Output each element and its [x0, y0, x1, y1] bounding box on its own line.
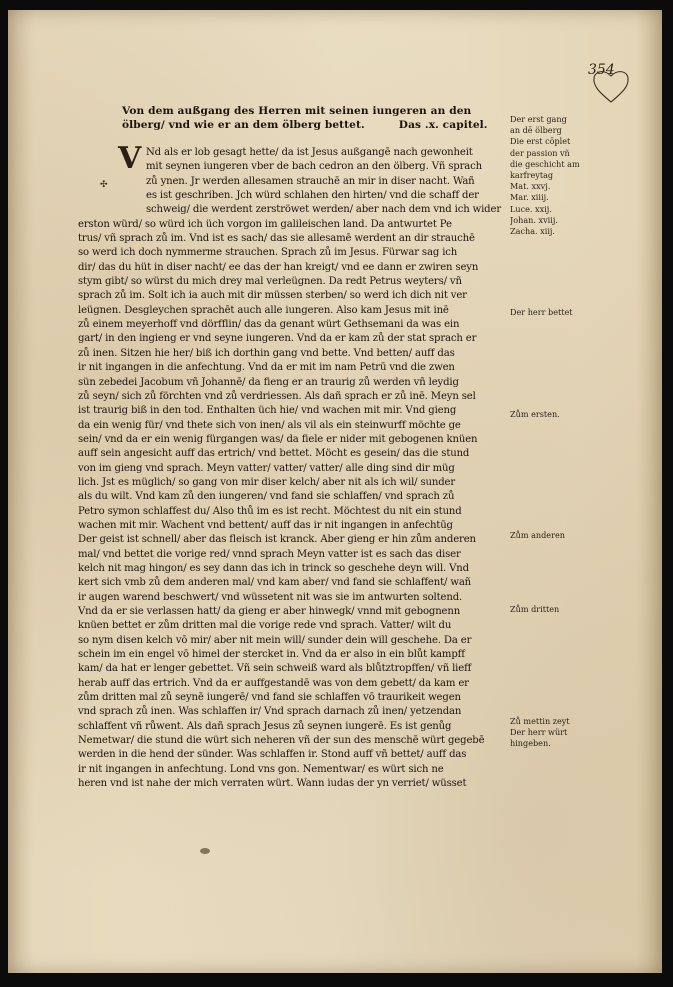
text-line: auff sein angesicht auff das ertrich/ vnd bettet. Möcht es gesein/ das die stund: [78, 448, 470, 460]
text-line: mal/ vnd bettet die vorige red/ vnnd sprach Meyn vatter ist es sach das diser: [78, 548, 461, 560]
text-line: mit seynen iungeren vber de bach cedron an den ölberg. Vñ sprach: [146, 161, 482, 173]
margin-note: [510, 409, 596, 420]
margin-note-line: Zů mettin zeyt: [510, 716, 570, 726]
margin-note-line: Zům dritten: [510, 604, 560, 614]
margin-note-line: Zům ersten.: [510, 409, 560, 419]
text-line: sün zebedei Jacobum vñ Johannē/ da fieng er an traurig zů werden vñ leydig: [78, 376, 459, 388]
heading-line-2: ölberg/ vnd wie er an dem ölberg bettet.: [122, 119, 365, 131]
text-line: herab auff das ertrich. Vnd da er auffgestandē was von dem gebett/ da kam er: [78, 677, 469, 689]
text-line: kert sich vmb zů dem anderen mal/ vnd kam aber/ vnd fand sie schlaffent/ wañ: [78, 577, 472, 589]
chapter-label: Das .x. capitel.: [398, 119, 488, 131]
margin-note-line: Zacha. xiij.: [510, 226, 555, 237]
margin-note-line: die geschicht am: [510, 158, 580, 169]
text-line: von im gieng vnd sprach. Meyn vatter/ vatter/ vatter/ alle ding sind dir müg: [78, 462, 455, 474]
text-line: ir augen warend beschwert/ vnd wüssetent nit was sie im antwurten soltend.: [78, 591, 463, 603]
margin-note-line: Mat. xxvj.: [510, 181, 551, 192]
text-line: werden in die hend der sünder. Was schlaffen ir. Stond auff vñ bettet/ auff das: [78, 749, 467, 761]
text-line: erston würd/ so würd ich üch vorgon im galileischen land. Da antwurtet Pe: [78, 218, 452, 230]
text-line: wachen mit mir. Wachent vnd bettent/ auff das ir nit ingangen in anfechtūg: [78, 519, 453, 531]
heading-line-1: Von dem außgang des Herren mit seinen iungeren an den: [122, 105, 472, 117]
margin-note: [510, 307, 596, 318]
margin-note-line: Luce. xxij.: [510, 203, 552, 214]
text-line: kelch nit mag hingon/ es sey dann das ich in trinck so geschehe deyn will. Vnd: [78, 562, 469, 574]
folio-number: 354: [588, 62, 615, 78]
margin-note-line: Die erst cōplet: [510, 136, 571, 147]
text-line: Petro symon schlaffest du/ Also thů im es ist recht. Möchtest du nit ein stund: [78, 505, 462, 517]
text-line: zů inen. Sitzen hie her/ biß ich dorthin gang vnd bette. Vnd betten/ auff das: [78, 347, 455, 359]
text-line: Vnd da er sie verlassen hatt/ da gieng er aber hinwegk/ vnnd mit gebognenn: [78, 606, 461, 617]
margin-note-line: hingeben.: [510, 738, 551, 749]
text-line: Nemetwar/ die stund die würt sich neheren vñ der sun des menschē würt gegebē: [78, 735, 485, 747]
text-line: ir nit ingangen in anfechtung. Lond vns gon. Nementwar/ es würt sich ne: [78, 763, 444, 775]
text-line: stym gibt/ so würst du mich drey mal verleügnen. Da redt Petrus weyters/ vñ: [78, 276, 462, 288]
text-line: kam/ da hat er lenger gebettet. Vñ sein schweiß ward als blůtztropffen/ vñ lieff: [78, 663, 472, 675]
margin-note: [510, 114, 596, 237]
text-line: Der geist ist schnell/ aber das fleisch ist kranck. Aber gieng er hin zům anderen: [78, 534, 476, 546]
text-line: da ein wenig für/ vnd thete sich von inen/ als vil als ein steinwurff möchte ge: [78, 419, 461, 431]
text-line: zům dritten mal zů seynē iungerē/ vnd fand sie schlaffen vō traurikeit wegen: [78, 692, 461, 704]
text-line: schein im ein engel vō himel der stercket in. Vnd da er also in ein blůt kampff: [78, 649, 465, 661]
text-line: knüen bettet er zům dritten mal die vorige rede vnd sprach. Vatter/ wilt du: [78, 620, 452, 632]
margin-note-line: an dē ölberg: [510, 125, 562, 136]
text-line: sprach zů im. Solt ich ia auch mit dir müssen sterben/ so werd ich dich nit ver: [78, 290, 467, 302]
text-line: schweig/ die werdent zerströwet werden/ aber nach dem vnd ich wider: [146, 204, 501, 216]
text-line: heren vnd ist nahe der mich verraten würt. Wann iudas der yn verriet/ wüsset: [78, 778, 467, 790]
margin-note-line: Johan. xviij.: [510, 214, 558, 225]
text-line: so nym disen kelch vō mir/ aber nit mein will/ sunder dein will geschehe. Da er: [78, 634, 472, 646]
ink-blot: [200, 848, 210, 854]
paragraph-mark: ✣: [100, 180, 108, 190]
margin-note-line: karfreytag: [510, 170, 554, 181]
text-line: ist traurig biß in den tod. Enthalten üch hie/ vnd wachen mit mir. Vnd gieng: [78, 405, 457, 417]
margin-note-line: Der erst gang: [510, 114, 567, 124]
body-text: [78, 141, 502, 791]
text-line: schlaffent vñ růwent. Als dañ sprach Jesus zů seynen iungerē. Es ist genůg: [78, 720, 452, 732]
margin-note-line: Mar. xiiij.: [510, 192, 549, 203]
text-line: Nd als er lob gesagt hette/ da ist Jesus außgangē nach gewonheit: [146, 147, 473, 158]
text-line: lich. Jst es müglich/ so gang von mir diser kelch/ aber nit als ich wil/ sunder: [78, 476, 456, 488]
text-line: gart/ in den ingieng er vnd seyne iungeren. Vnd da er kam zů der stat sprach er: [78, 333, 477, 345]
margin-note-line: der passion vñ: [510, 147, 570, 158]
margin-note-line: Der herr bettet: [510, 307, 573, 317]
margin-note-line: Der herr würt: [510, 727, 568, 738]
chapter-heading: [122, 104, 502, 132]
margin-note: [510, 716, 596, 750]
text-line: zů ynen. Jr werden allesamen strauchē an mir in diser nacht. Wañ: [146, 175, 475, 187]
margin-note: [510, 604, 596, 615]
text-line: trus/ vñ sprach zů im. Vnd ist es sach/ das sie allesamē werdent an dir strauchē: [78, 233, 475, 245]
text-line: zů einem meyerhoff vnd dörfflin/ das da genant würt Gethsemani da was ein: [78, 319, 460, 331]
text-line: als du wilt. Vnd kam zů den iungeren/ vnd fand sie schlaffen/ vnd sprach zů: [78, 491, 455, 503]
text-line: sein/ vnd da er ein wenig fürgangen was/ da fiele er nider mit gebogenen knüen: [78, 433, 478, 445]
text-line: dir/ das du hüt in diser nacht/ ee das der han kreigt/ vnd ee dann er zwiren seyn: [78, 261, 479, 273]
margin-note: [510, 530, 596, 541]
margin-note-line: Zům anderen: [510, 530, 565, 540]
text-line: vnd sprach zů inen. Was schlaffen ir/ Vnd sprach darnach zů inen/ yetzendan: [78, 706, 462, 718]
initial-capital: V: [118, 141, 142, 176]
text-line: leügnen. Desgleychen sprachēt auch alle iungeren. Also kam Jesus mit inē: [78, 304, 449, 316]
text-line: zů seyn/ sich zů förchten vnd zů verdriessen. Als dañ sprach er zů inē. Meyn sel: [78, 390, 476, 402]
text-line: ir nit ingangen in die anfechtung. Vnd da er mit im nam Petrū vnd die zwen: [78, 362, 455, 374]
text-line: es ist geschriben. Jch würd schlahen den hirten/ vnd die schaff der: [146, 190, 479, 202]
text-line: so werd ich doch nymmerme strauchen. Sprach zů im Jesus. Fürwar sag ich: [78, 247, 458, 259]
